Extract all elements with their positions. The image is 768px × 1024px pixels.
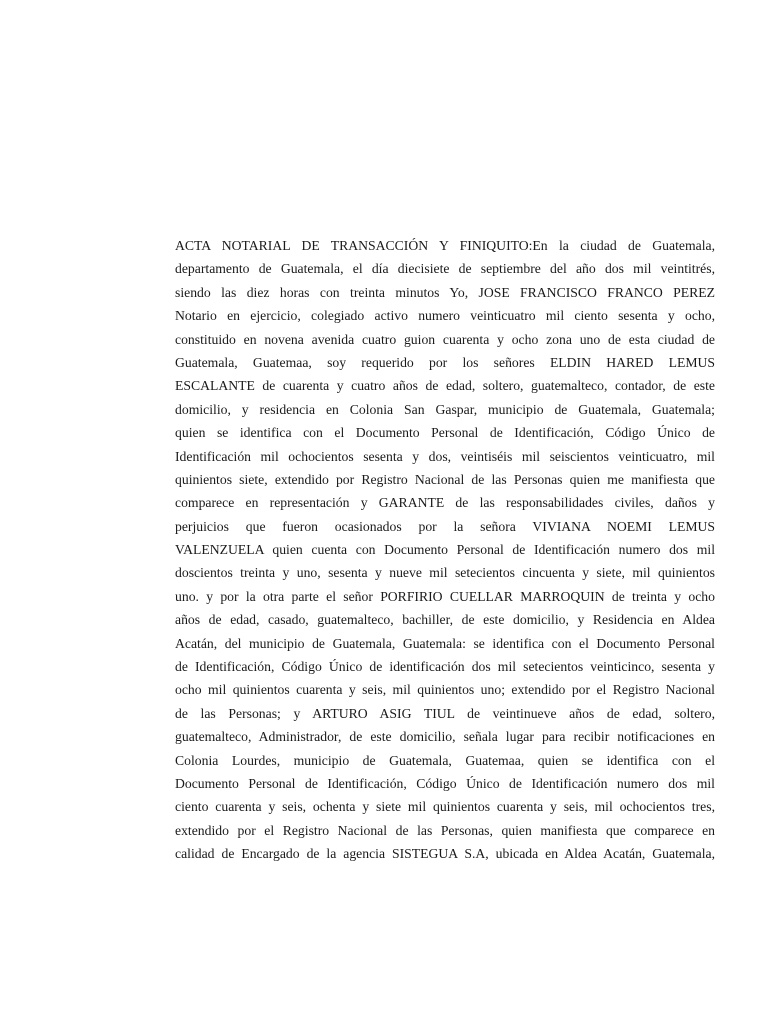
text-line: constituido en novena avenida cuatro guion cuarenta y ocho zona uno de esta ciudad de: [175, 331, 715, 347]
text-line: Acatán, del municipio de Guatemala, Guatemala: se identifica con el Documento Personal: [175, 635, 715, 651]
text-line: Identificación mil ochocientos sesenta y dos, veintiséis mil seiscientos veinticuatro, mil: [175, 448, 715, 464]
text-line: ACTA NOTARIAL DE TRANSACCIÓN Y FINIQUITO:En la ciudad de Guatemala,: [175, 238, 715, 253]
text-line: doscientos treinta y uno, sesenta y nueve mil setecientos cincuenta y siete, mil quinientos: [175, 565, 715, 581]
text-line: Documento Personal de Identificación, Código Único de Identificación numero dos mil: [175, 775, 715, 791]
text-line: extendido por el Registro Nacional de las Personas, quien manifiesta que comparece en: [175, 822, 715, 838]
text-line: años de edad, casado, guatemalteco, bachiller, de este domicilio, y Residencia en Aldea: [175, 612, 715, 628]
text-line: Guatemala, Guatemaa, soy requerido por los señores ELDIN HARED LEMUS: [175, 354, 715, 370]
text-line: de Identificación, Código Único de identificación dos mil setecientos veinticinco, sesenta y: [175, 659, 715, 675]
text-line: quinientos siete, extendido por Registro Nacional de las Personas quien me manifiesta que: [175, 471, 715, 487]
text-line: uno. y por la otra parte el señor PORFIRIO CUELLAR MARROQUIN de treinta y ocho: [175, 588, 715, 604]
text-line: domicilio, y residencia en Colonia San Gaspar, municipio de Guatemala, Guatemala;: [175, 401, 715, 417]
text-line: Notario en ejercicio, colegiado activo numero veinticuatro mil ciento sesenta y ocho,: [175, 308, 715, 324]
text-line: perjuicios que fueron ocasionados por la señora VIVIANA NOEMI LEMUS: [175, 518, 715, 534]
text-line: ESCALANTE de cuarenta y cuatro años de edad, soltero, guatemalteco, contador, de este: [175, 378, 715, 394]
text-line: ciento cuarenta y seis, ochenta y siete mil quinientos cuarenta y seis, mil ochocientos tres,: [175, 799, 715, 815]
text-line: siendo las diez horas con treinta minutos Yo, JOSE FRANCISCO FRANCO PEREZ: [175, 284, 715, 300]
text-line: VALENZUELA quien cuenta con Documento Personal de Identificación numero dos mil: [175, 542, 715, 558]
text-line: ocho mil quinientos cuarenta y seis, mil quinientos uno; extendido por el Registro Nacional: [175, 682, 715, 698]
document-body: [175, 234, 715, 866]
text-line: quien se identifica con el Documento Personal de Identificación, Código Único de: [175, 425, 715, 441]
text-line: Colonia Lourdes, municipio de Guatemala, Guatemaa, quien se identifica con el: [175, 752, 715, 768]
text-line: guatemalteco, Administrador, de este domicilio, señala lugar para recibir notificaciones en: [175, 729, 715, 745]
text-line: calidad de Encargado de la agencia SISTEGUA S.A, ubicada en Aldea Acatán, Guatemala,: [175, 846, 715, 862]
text-line: comparece en representación y GARANTE de las responsabilidades civiles, daños y: [175, 495, 715, 511]
text-line: de las Personas; y ARTURO ASIG TIUL de veintinueve años de edad, soltero,: [175, 705, 715, 721]
text-line: departamento de Guatemala, el día diecisiete de septiembre del año dos mil veintitrés,: [175, 261, 715, 277]
